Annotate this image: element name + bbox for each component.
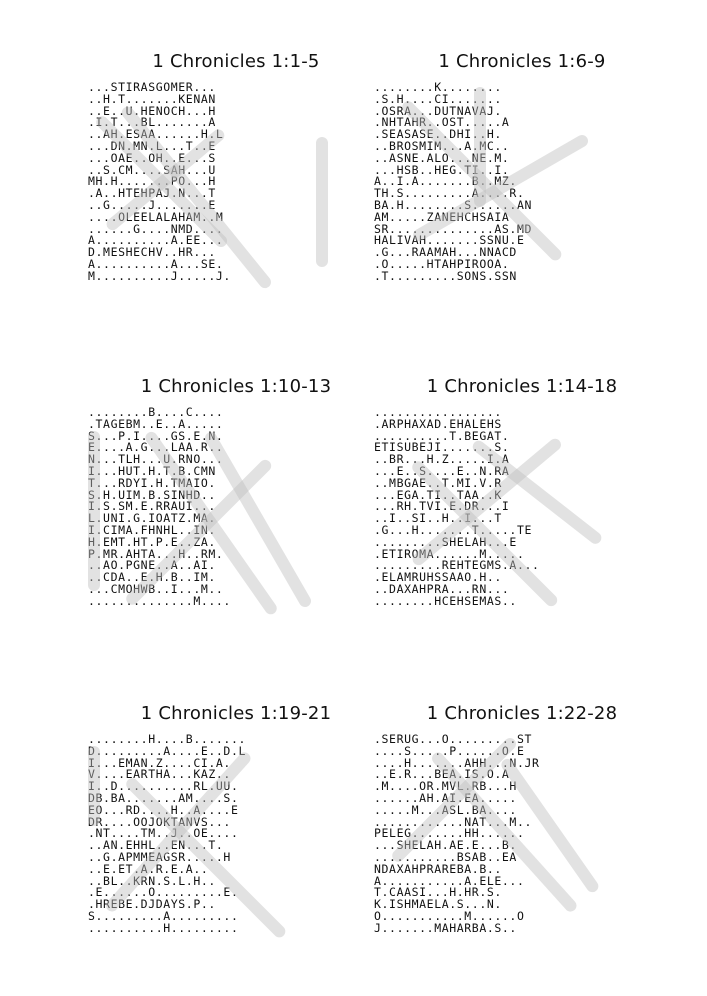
- grid-row: ..AH.ESAA......H.L: [88, 127, 224, 142]
- grid-row: ....OLEELALAHAM..M: [88, 209, 224, 224]
- grid-row: ..E..U.HENOCH...H: [88, 103, 216, 118]
- grid-row: .G...H.......T.....TE: [374, 522, 532, 537]
- grid-row: TH.S.........A....R.: [374, 186, 525, 201]
- grid-row: AM.....ZANEHCHSAIA: [374, 209, 510, 224]
- grid-row: SR..............AS.MD: [374, 221, 532, 236]
- grid-row: ....H.......AHH...N.JR: [374, 755, 540, 770]
- puzzle-title: 1 Chronicles 1:14-18: [426, 376, 618, 397]
- grid-row: K.ISHMAELA.S...N.: [374, 897, 502, 912]
- grid-row: J.......MAHARBA.S..: [374, 920, 517, 935]
- letter-grid: [374, 407, 672, 608]
- grid-row: ..I..SI..H..I...T: [374, 511, 502, 526]
- puzzle-1: [86, 50, 386, 283]
- grid-row: S...P.I....GS.E.N.: [88, 428, 224, 443]
- grid-row: ..AN.EHHL..EN...T.: [88, 838, 224, 853]
- grid-row: .TAGEBM..E..A.....: [88, 416, 224, 431]
- grid-row: .........SHELAH...E: [374, 534, 517, 549]
- grid-row: ..MBGAE..T.MI.V.R: [374, 475, 502, 490]
- grid-row: EO...RD....H..A....E: [88, 802, 239, 817]
- grid-row: ..........T.BEGAT.: [374, 428, 510, 443]
- letter-grid: [374, 82, 672, 283]
- grid-row: .T.........SONS.SSN: [374, 268, 517, 283]
- grid-row: V....EARTHA...KAZ..: [88, 767, 231, 782]
- grid-row: .SERUG...O.........ST: [374, 732, 532, 746]
- grid-row: T.CAASI...H.HR.S.: [374, 885, 502, 900]
- grid-row: I...EMAN.Z....CI.A.: [88, 755, 231, 770]
- grid-row: .E......O.........E.: [88, 885, 239, 900]
- grid-row: E....A.G...LAA.R..: [88, 440, 224, 455]
- grid-row: ...SHELAH.AE.E...B.: [374, 838, 517, 853]
- puzzle-2: [372, 50, 672, 283]
- grid-row: ..E.R...BEA.IS.O.A: [374, 767, 510, 782]
- grid-row: ..BROSMIM...A.MC..: [374, 138, 510, 153]
- grid-row: ........H....B.......: [88, 732, 246, 746]
- grid-row: T...RDYI.H.TMAIO.: [88, 475, 216, 490]
- grid-row: ..AO.PGNE..A..AI.: [88, 558, 216, 573]
- grid-row: .NHTAHR..OST.....A: [374, 115, 510, 130]
- grid-row: A..........A.EE...: [88, 233, 224, 248]
- grid-row: H.EMT.HT.P.E..ZA.: [88, 534, 216, 549]
- puzzle-4: [372, 375, 672, 608]
- grid-row: ..G.APMMEAGSR.....H: [88, 849, 231, 864]
- grid-row: ..E.ET.A.R.E.A..: [88, 861, 209, 876]
- grid-row: ..........H.........: [88, 920, 239, 935]
- grid-row: .....M...ASL.BA....: [374, 802, 517, 817]
- grid-row: ........HCEHSEMAS..: [374, 593, 517, 608]
- grid-row: .................: [374, 405, 502, 419]
- grid-row: DB.BA.......AM....S.: [88, 790, 239, 805]
- grid-row: ..S.CM....SAH...U: [88, 162, 216, 177]
- grid-row: A..I.A.......B..MZ.: [374, 174, 517, 189]
- grid-row: ...STIRASGOMER...: [88, 80, 216, 94]
- grid-row: .S.H....CI.......: [374, 91, 502, 106]
- puzzle-title: 1 Chronicles 1:1-5: [152, 51, 320, 72]
- grid-row: .O.....HTAHPIROOA.: [374, 256, 510, 271]
- grid-row: .SEASASE..DHI..H.: [374, 127, 502, 142]
- grid-row: ETISUBEJI.......S.: [374, 440, 510, 455]
- grid-row: L.UNI.G.IOATZ.MA.: [88, 511, 216, 526]
- puzzle-title: 1 Chronicles 1:10-13: [140, 376, 332, 397]
- grid-row: HALIVAH.......SSNU.E: [374, 233, 525, 248]
- grid-row: .........REHTEGMS.A...: [374, 558, 540, 573]
- grid-row: S.H.UIM.B.SINHD..: [88, 487, 216, 502]
- grid-row: P.MR.AHTA...H..RM.: [88, 546, 224, 561]
- grid-row: ...OAE..OH..E...S: [88, 150, 216, 165]
- grid-row: A..........A...SE.: [88, 256, 224, 271]
- grid-row: I.CIMA.FHNHL..IN.: [88, 522, 216, 537]
- grid-row: BA.H........S......AN: [374, 197, 532, 212]
- letter-grid: [374, 734, 672, 935]
- grid-row: ...........BSAB..EA: [374, 849, 517, 864]
- letter-grid: [88, 734, 386, 935]
- grid-row: .ETIROMA......M.....: [374, 546, 525, 561]
- grid-row: I..D..........RL.UU.: [88, 779, 239, 794]
- grid-row: N...TLH...U.RNO...: [88, 452, 224, 467]
- grid-row: .NT....TM..J..OE....: [88, 826, 239, 841]
- grid-row: ..ASNE.ALO...NE.M.: [374, 150, 510, 165]
- grid-row: S.........A.........: [88, 908, 239, 923]
- grid-row: ..G.....J.......E: [88, 197, 216, 212]
- puzzle-3: [86, 375, 386, 608]
- grid-row: .I.T...BL.......A: [88, 115, 216, 130]
- grid-row: .OSRA...DUTNAVAJ.: [374, 103, 502, 118]
- puzzle-title: 1 Chronicles 1:22-28: [426, 703, 618, 724]
- puzzle-title: 1 Chronicles 1:19-21: [140, 703, 332, 724]
- grid-row: MH.H.......PO...H: [88, 174, 216, 189]
- grid-row: .HREBE.DJDAYS.P..: [88, 897, 216, 912]
- grid-row: .ELAMRUHSSAAO.H..: [374, 570, 502, 585]
- grid-row: O...........M......O: [374, 908, 525, 923]
- grid-row: I...HUT.H.T.B.CMN: [88, 463, 216, 478]
- grid-row: .ARPHAXAD.EHALEHS: [374, 416, 502, 431]
- grid-row: ...HSB..HEG.TI..I.: [374, 162, 510, 177]
- letter-grid: [88, 82, 386, 283]
- grid-row: .M....OR.MVL.RB...H: [374, 779, 517, 794]
- grid-row: ......AH.AI.EA.....: [374, 790, 517, 805]
- grid-row: A...........A.ELE...: [374, 873, 525, 888]
- puzzle-5: [86, 702, 386, 935]
- puzzle-title: 1 Chronicles 1:6-9: [438, 51, 606, 72]
- letter-grid: [88, 407, 386, 608]
- grid-row: PELEG.......HH......: [374, 826, 525, 841]
- puzzle-6: [372, 702, 672, 935]
- grid-row: ...E..S....E..N.RA: [374, 463, 510, 478]
- grid-row: D.........A....E..D.L: [88, 743, 246, 758]
- grid-row: ..H.T.......KENAN: [88, 91, 216, 106]
- grid-row: NDAXAHPRAREBA.B..: [374, 861, 502, 876]
- grid-row: ..............M....: [88, 593, 231, 608]
- grid-row: ...DN.MN.L...T..E: [88, 138, 216, 153]
- grid-row: ........B....C....: [88, 405, 224, 419]
- grid-row: ......G....NMD....: [88, 221, 224, 236]
- grid-row: .A..HTEHPAJ.N...T: [88, 186, 216, 201]
- grid-row: ....S.....P......O.E: [374, 743, 525, 758]
- grid-row: ..DAXAHPRA...RN...: [374, 581, 510, 596]
- grid-row: ...RH.TVI.E.DR...I: [374, 499, 510, 514]
- grid-row: ..BR...H.Z.....I.A: [374, 452, 510, 467]
- grid-row: D.MESHECHV..HR...: [88, 245, 216, 260]
- grid-row: ........K........: [374, 80, 502, 94]
- grid-row: ...EGA.TI..TAA..K: [374, 487, 502, 502]
- grid-row: DR....OOJOKTANVS...: [88, 814, 231, 829]
- grid-row: .G...RAAMAH...NNACD: [374, 245, 517, 260]
- grid-row: ............NAT...M..: [374, 814, 532, 829]
- grid-row: ...CMOHWB..I...M..: [88, 581, 224, 596]
- grid-row: ..CDA..E.H.B..IM.: [88, 570, 216, 585]
- grid-row: M..........J.....J.: [88, 268, 231, 283]
- grid-row: ..BL..KRN.S.L.H..: [88, 873, 216, 888]
- grid-row: I.S.SM.E.RRAUI...: [88, 499, 216, 514]
